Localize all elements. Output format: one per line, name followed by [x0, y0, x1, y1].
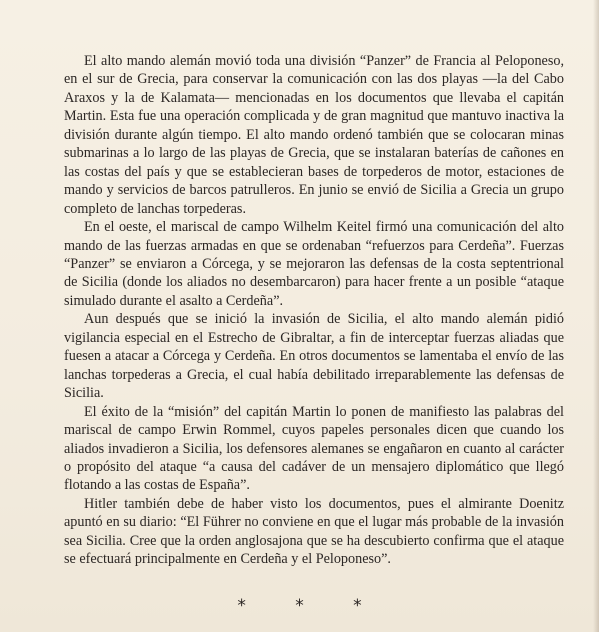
paragraph-2: En el oeste, el mariscal de campo Wilhelm Keitel firmó una comunicación del alto mando de las fuerzas armadas en que se ordenaban “refuerzos para Cerdeña”. Fuerzas “Panzer” se enviaron a Córcega, y se mejoraron las defensas de la costa septentrional de Sicilia (donde los aliados no desembarcaron) para hacer frente a un posible “ataque simulado durante el asalto a Cerdeña”.	[64, 219, 564, 309]
page-edge-shadow	[593, 0, 599, 632]
paragraph-3: Aun después que se inició la invasión de Sicilia, el alto mando alemán pidió vigilancia especial en el Estrecho de Gibraltar, a fin de interceptar fuerzas aliadas que fuesen a atacar a Córcega y Cerdeña. En otros documentos se lamentaba el envío de las lanchas torpederas a Grecia, el cual había debilitado irreparablemente las defensas de Sicilia.	[64, 311, 564, 402]
body-text	[64, 52, 564, 569]
paragraph-4: El éxito de la “misión” del capitán Martin lo ponen de manifiesto las palabras del mariscal de campo Erwin Rommel, cuyos papeles personales dicen que cuando los aliados invadieron a Sicilia, los defensores alemanes se engañaron en cuanto al carácter o propósito del ataque “a causa del cadáver de un mensajero diplomático que llegó flotando a las costas de España”.	[64, 403, 564, 494]
paragraph-1: El alto mando alemán movió toda una división “Panzer” de Francia al Peloponeso, en el sur de Grecia, para conservar la comunicación con las dos playas —la del Cabo Araxos y la de Kalamata— mencionadas en los documentos que llevaba el capitán Martin. Esta fue una operación complicada y de gran magnitud que mantuvo inactiva la división durante algún tiempo. El alto mando ordenó también que se colocaran minas submarinas a lo largo de las playas de Grecia, que se instalaran baterías de cañones en las costas del país y que se establecieran bases de torpederos de motor, estaciones de mando y servicios de barcos patrulleros. En junio se envió de Sicilia a Grecia un grupo completo de lanchas torpederas.	[64, 53, 564, 217]
section-break-ornament: * * *	[237, 596, 384, 616]
paragraph-5: Hitler también debe de haber visto los documentos, pues el almirante Doenitz apuntó en su diario: “El Führer no conviene en que el lugar más probable de la invasión sea Sicilia. Cree que la orden anglosajona que se ha descubierto confirma que el ataque se efectuará principalmente en Cerdeña y el Peloponeso”.	[64, 495, 564, 568]
